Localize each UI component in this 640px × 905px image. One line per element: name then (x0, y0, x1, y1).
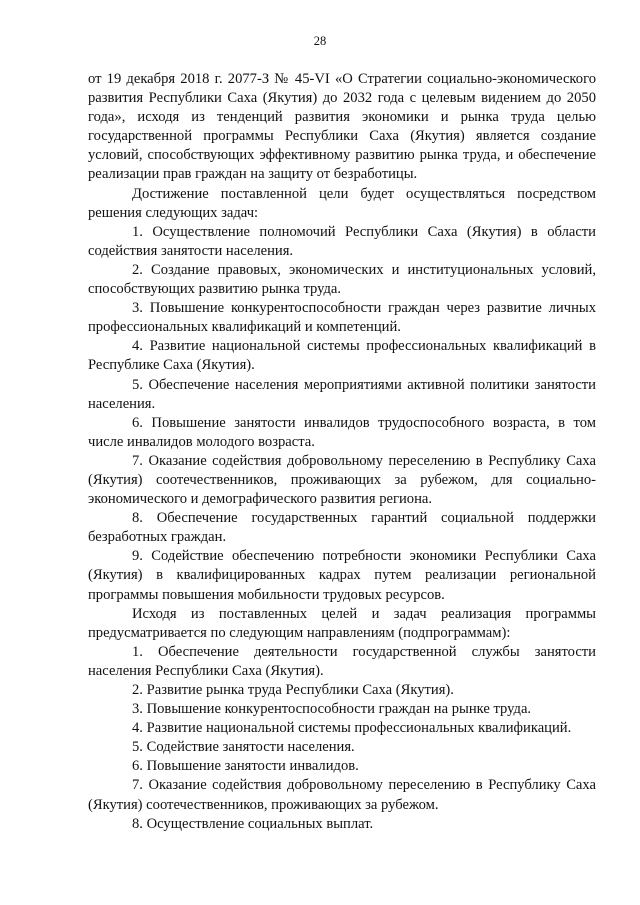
subprogram-item: 4. Развитие национальной системы профессиональных квалификаций. (132, 720, 572, 737)
task-item: 8. Обеспечение государственных гарантий социальной поддержки безработных граждан. (88, 510, 596, 546)
subprogram-item: 8. Осуществление социальных выплат. (132, 815, 374, 832)
task-item: 9. Содействие обеспечению потребности экономики Республики Саха (Якутия) в квалифицированных кадрах путем реализации региональной программы повышения мобильности трудовых ресурсов. (88, 548, 596, 603)
paragraph-intro: от 19 декабря 2018 г. 2077-З № 45-VI «О Стратегии социально-экономического развития Республики Саха (Якутия) до 2032 года с целевым видением до 2050 года», исходя из тенденций развития экономики и рынка труда целью государственной программы Республики Саха (Якутия) является создание условий, способствующих эффективному развитию рынка труда, и обеспечение реализации прав граждан на защиту от безработицы. (88, 71, 596, 183)
task-item: 1. Осуществление полномочий Республики Саха (Якутия) в области содействия занятости населения. (88, 223, 596, 259)
page-number: 28 (313, 34, 327, 48)
paragraph-directions-statement: Исходя из поставленных целей и задач реализация программы предусматривается по следующим направлениям (подпрограммам): (88, 605, 596, 641)
subprogram-item: 5. Содействие занятости населения. (132, 739, 355, 756)
task-item: 3. Повышение конкурентоспособности граждан через развитие личных профессиональных квалификаций и компетенций. (88, 300, 596, 336)
subprogram-item: 3. Повышение конкурентоспособности граждан на рынке труда. (132, 701, 532, 718)
paragraph-goal-statement: Достижение поставленной цели будет осуществляться посредством решения следующих задач: (88, 185, 596, 221)
task-item: 6. Повышение занятости инвалидов трудоспособного возраста, в том числе инвалидов молодого возраста. (88, 414, 596, 450)
task-item: 2. Создание правовых, экономических и институциональных условий, способствующих развитию рынка труда. (88, 261, 596, 298)
subprogram-item: 2. Развитие рынка труда Республики Саха (Якутия). (132, 682, 454, 698)
subprogram-item: 7. Оказание содействия добровольному переселению в Республику Саха (Якутия) соотечественников, проживающих за рубежом. (88, 777, 596, 813)
body-text (88, 70, 596, 834)
task-item: 7. Оказание содействия добровольному переселению в Республику Саха (Якутия) соотечественников, проживающих за рубежом, для социально-экономического и демографического развития региона. (88, 452, 596, 508)
subprogram-item: 1. Обеспечение деятельности государственной службы занятости населения Республики Саха (Якутия). (88, 643, 596, 679)
subprogram-item: 6. Повышение занятости инвалидов. (132, 758, 359, 775)
task-item: 4. Развитие национальной системы профессиональных квалификаций в Республике Саха (Якутия). (88, 338, 596, 374)
task-item: 5. Обеспечение населения мероприятиями активной политики занятости населения. (88, 376, 596, 412)
